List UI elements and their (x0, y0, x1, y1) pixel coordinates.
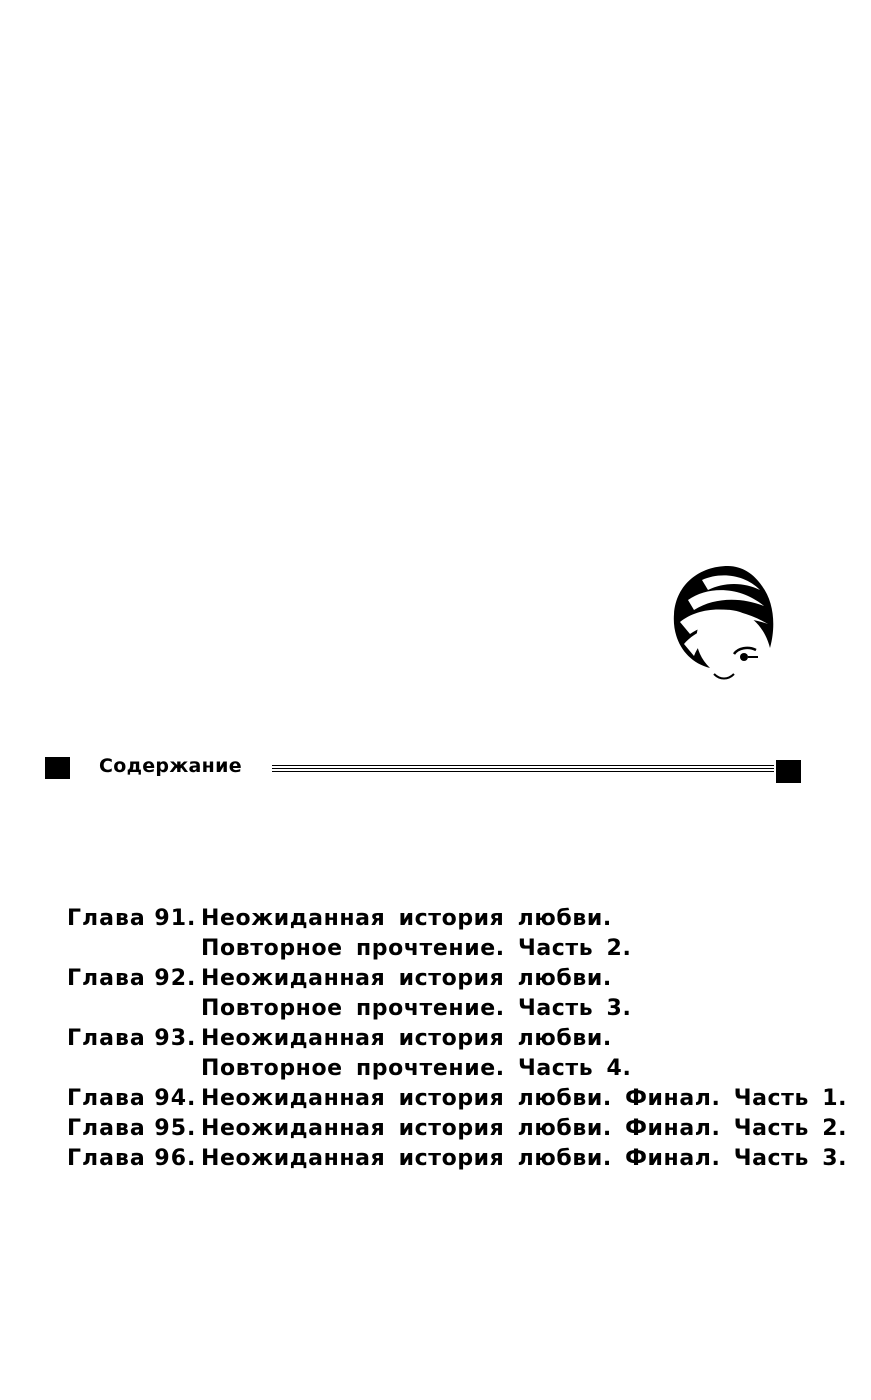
chapter-label: Глава 96. (67, 1146, 197, 1171)
toc-entry-93 (67, 1024, 857, 1084)
toc-entry-92 (67, 964, 857, 1024)
chapter-title: Неожиданная история любви. Финал. Часть 2. (201, 1116, 848, 1141)
chapter-label: Глава 95. (67, 1116, 197, 1141)
chapter-title: Неожиданная история любви. Финал. Часть 1. (201, 1086, 848, 1111)
chapter-label: Глава 94. (67, 1086, 197, 1111)
header-right-square (776, 760, 801, 783)
chapter-subtitle: Повторное прочтение. Часть 4. (201, 1056, 632, 1081)
table-of-contents (67, 904, 857, 1174)
toc-entry-96 (67, 1144, 857, 1174)
toc-entry-94 (67, 1084, 857, 1114)
page-title: Содержание (99, 755, 242, 777)
header-left-square (45, 757, 70, 779)
toc-entry-95 (67, 1114, 857, 1144)
header-rule (272, 765, 774, 772)
chapter-label: Глава 92. (67, 966, 197, 991)
chapter-title: Неожиданная история любви. Финал. Часть 3. (201, 1146, 848, 1171)
chapter-label: Глава 91. (67, 906, 197, 931)
chapter-title: Неожиданная история любви. (201, 1026, 612, 1051)
chapter-subtitle: Повторное прочтение. Часть 2. (201, 936, 632, 961)
chapter-title: Неожиданная история любви. (201, 906, 612, 931)
chapter-label: Глава 93. (67, 1026, 197, 1051)
face-hair-logo-icon (668, 562, 778, 686)
chapter-subtitle: Повторное прочтение. Часть 3. (201, 996, 632, 1021)
chapter-title: Неожиданная история любви. (201, 966, 612, 991)
toc-entry-91 (67, 904, 857, 964)
